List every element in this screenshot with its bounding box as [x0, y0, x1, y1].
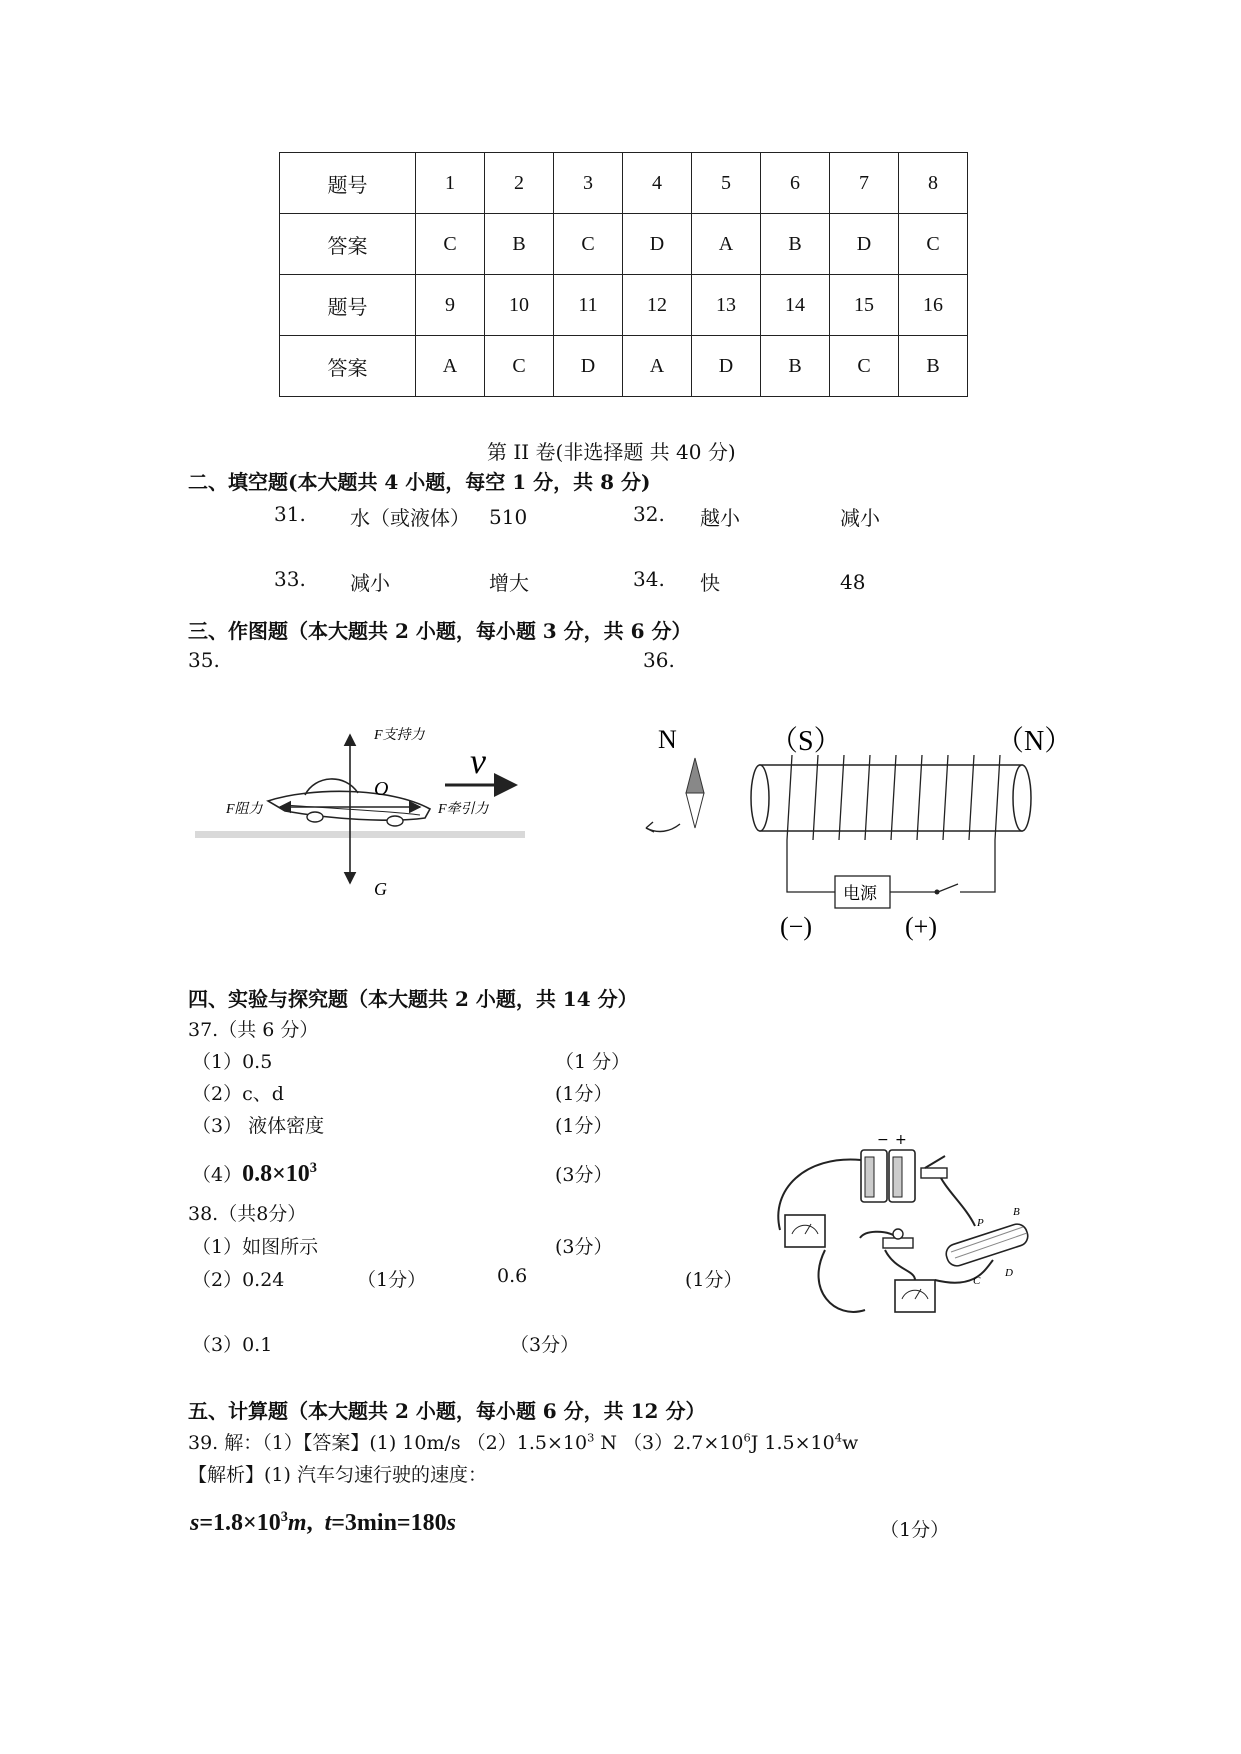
answer-table-row-header: 题号 — [280, 275, 416, 336]
answer-table-cell: 6 — [761, 153, 830, 214]
ground-line — [195, 831, 525, 838]
answer-table-cell: B — [761, 336, 830, 397]
compass-needle — [686, 758, 704, 828]
drag-force-label: F阻力 — [226, 802, 263, 817]
circuit-wires — [787, 840, 995, 895]
answer-table-row-header: 答案 — [280, 214, 416, 275]
q35-number: 35. — [188, 648, 220, 672]
answer-table-cell: 14 — [761, 275, 830, 336]
q39-answer-line — [188, 1428, 858, 1455]
answer-table-row — [280, 153, 968, 214]
answer-table-cell: C — [416, 214, 485, 275]
formula-eq2: =3min=180 — [331, 1510, 447, 1536]
traction-force-label: F牵引力 — [438, 802, 489, 817]
rheostat-c-label: C — [973, 1275, 981, 1287]
answer-table — [279, 152, 968, 397]
q33-answer1: 减小 — [350, 571, 390, 595]
q37-item4-exp: 3 — [309, 1160, 317, 1176]
q39-answer-part4: w — [841, 1432, 859, 1454]
q37-title: 37.（共 6 分） — [188, 1019, 319, 1041]
rheostat-p-label: P — [977, 1217, 984, 1229]
q38-item1: （1）如图所示 — [192, 1236, 319, 1258]
answer-table-cell: A — [623, 336, 692, 397]
answer-table-cell: 12 — [623, 275, 692, 336]
coil-left-pole-label: （S） — [770, 726, 842, 757]
formula-unit: s — [446, 1510, 456, 1536]
q39-formula — [190, 1510, 456, 1537]
q34-number: 34. — [633, 567, 665, 591]
rheostat-d-label: D — [1005, 1267, 1013, 1279]
answer-table-row-header: 答案 — [280, 336, 416, 397]
q31-answer1: 水（或液体） — [350, 506, 470, 530]
velocity-label: v — [470, 741, 486, 781]
answer-table-cell: 3 — [554, 153, 623, 214]
q38-title: 38.（共8分） — [188, 1203, 307, 1225]
q37-item3-label: （3） 液体密度 — [192, 1115, 325, 1137]
q39-exp2: 6 — [743, 1430, 751, 1445]
q39-analysis: 【解析】(1) 汽车匀速行驶的速度： — [188, 1464, 487, 1486]
formula-exp: 3 — [280, 1509, 288, 1525]
formula-eq1: =1.8×10 — [199, 1510, 281, 1536]
q37-item2-label: （2）c、d — [192, 1083, 284, 1105]
q36-number: 36. — [643, 648, 675, 672]
answer-table-row — [280, 275, 968, 336]
volume2-title: 第 II 卷(非选择题 共 40 分) — [487, 440, 736, 464]
answer-table-cell: A — [692, 214, 761, 275]
answer-table-cell: 13 — [692, 275, 761, 336]
battery-plus-label: + — [895, 1132, 907, 1148]
q38-item3: （3）0.1 — [192, 1334, 273, 1356]
answer-table-cell: 9 — [416, 275, 485, 336]
answer-table-cell: D — [623, 214, 692, 275]
answer-table-cell: 1 — [416, 153, 485, 214]
q37-item4-value — [242, 1161, 317, 1187]
answer-table-cell: 2 — [485, 153, 554, 214]
plus-terminal-label: (+) — [905, 912, 937, 941]
car-shape — [268, 779, 430, 826]
q37-item4-base: 0.8×10 — [242, 1161, 310, 1187]
battery-minus-label: − — [877, 1132, 889, 1148]
q32-number: 32. — [633, 502, 665, 526]
formula-m: m — [287, 1510, 307, 1536]
q39-answer-part1: 39. 解：（1）【答案】(1) 10m/s （2）1.5×10 — [188, 1432, 588, 1454]
formula-s: s — [190, 1510, 200, 1536]
switch — [938, 884, 958, 892]
gravity-label: G — [374, 879, 387, 899]
answer-table-cell: 10 — [485, 275, 554, 336]
answer-table-cell: D — [830, 214, 899, 275]
q33-number: 33. — [274, 567, 306, 591]
q37-item4-score: (3分） — [555, 1164, 613, 1186]
answer-table-cell: 4 — [623, 153, 692, 214]
circuit-figure — [765, 1130, 1035, 1330]
point-o-label: O — [374, 778, 389, 800]
bulb-icon — [883, 1229, 913, 1248]
q39-answer-part3: J 1.5×10 — [750, 1432, 835, 1454]
answer-table-cell: C — [830, 336, 899, 397]
answer-table-row — [280, 336, 968, 397]
battery-icon — [861, 1150, 915, 1202]
minus-terminal-label: (−) — [780, 912, 812, 941]
answer-table-cell: C — [899, 214, 968, 275]
q38-item2-b: 0.6 — [497, 1265, 528, 1287]
q37-item1-score: （1 分） — [555, 1051, 631, 1073]
q33-answer2: 增大 — [489, 571, 529, 595]
answer-table-cell: 7 — [830, 153, 899, 214]
q32-answer2: 减小 — [840, 506, 880, 530]
answer-table-cell: C — [485, 336, 554, 397]
q38-item2-score2: (1分） — [685, 1269, 743, 1291]
q38-item1-score: (3分） — [555, 1236, 613, 1258]
q38-item2-score1: （1分） — [357, 1269, 427, 1291]
section2-heading: 二、填空题(本大题共 4 小题，每空 1 分，共 8 分) — [188, 470, 651, 494]
answer-table-cell: 8 — [899, 153, 968, 214]
solenoid-coil — [751, 755, 1031, 840]
answer-table-cell: A — [416, 336, 485, 397]
q32-answer1: 越小 — [700, 506, 740, 530]
q34-answer1: 快 — [700, 571, 720, 595]
q39-answer-part2: N （3）2.7×10 — [594, 1432, 744, 1454]
force-diagram-figure — [190, 715, 540, 910]
rheostat-icon — [944, 1222, 1031, 1269]
q39-formula-score: （1分） — [880, 1519, 950, 1541]
q38-item2: （2）0.24 — [192, 1269, 285, 1291]
voltmeter-icon — [785, 1215, 825, 1247]
q31-number: 31. — [274, 502, 306, 526]
power-supply-label: 电源 — [843, 884, 877, 904]
q37-item4 — [192, 1160, 317, 1188]
q37-item2-score: (1分） — [555, 1083, 613, 1105]
section3-heading: 三、作图题（本大题共 2 小题，每小题 3 分，共 6 分） — [188, 619, 692, 643]
section5-heading: 五、计算题（本大题共 2 小题，每小题 6 分，共 12 分） — [188, 1399, 706, 1423]
formula-t: t — [324, 1510, 332, 1536]
support-force-label: F支持力 — [374, 728, 425, 743]
coil-right-pole-label: （N） — [996, 726, 1073, 757]
q38-item3-score: （3分） — [510, 1334, 580, 1356]
q31-answer2: 510 — [489, 505, 528, 529]
rheostat-b-label: B — [1013, 1206, 1020, 1218]
q37-item1-label: （1）0.5 — [192, 1051, 273, 1073]
answer-table-cell: 11 — [554, 275, 623, 336]
compass-n-label: N — [658, 725, 677, 754]
answer-table-cell: B — [761, 214, 830, 275]
section4-heading: 四、实验与探究题（本大题共 2 小题，共 14 分） — [188, 987, 638, 1011]
q39-exp3: 4 — [834, 1430, 842, 1445]
answer-table-row — [280, 214, 968, 275]
answer-table-cell: 15 — [830, 275, 899, 336]
q37-item3-score: (1分） — [555, 1115, 613, 1137]
answer-table-cell: 16 — [899, 275, 968, 336]
ammeter-icon — [895, 1280, 935, 1312]
answer-table-cell: C — [554, 214, 623, 275]
answer-table-cell: B — [899, 336, 968, 397]
answer-table-cell: B — [485, 214, 554, 275]
switch-icon — [921, 1156, 947, 1178]
solenoid-figure — [640, 720, 1080, 945]
q39-exp1: 3 — [587, 1430, 595, 1445]
answer-table-cell: 5 — [692, 153, 761, 214]
answer-table-cell: D — [554, 336, 623, 397]
answer-table-cell: D — [692, 336, 761, 397]
q37-item4-prefix: （4） — [192, 1164, 243, 1186]
q34-answer2: 48 — [840, 570, 866, 594]
formula-comma: , — [306, 1510, 313, 1536]
answer-table-row-header: 题号 — [280, 153, 416, 214]
